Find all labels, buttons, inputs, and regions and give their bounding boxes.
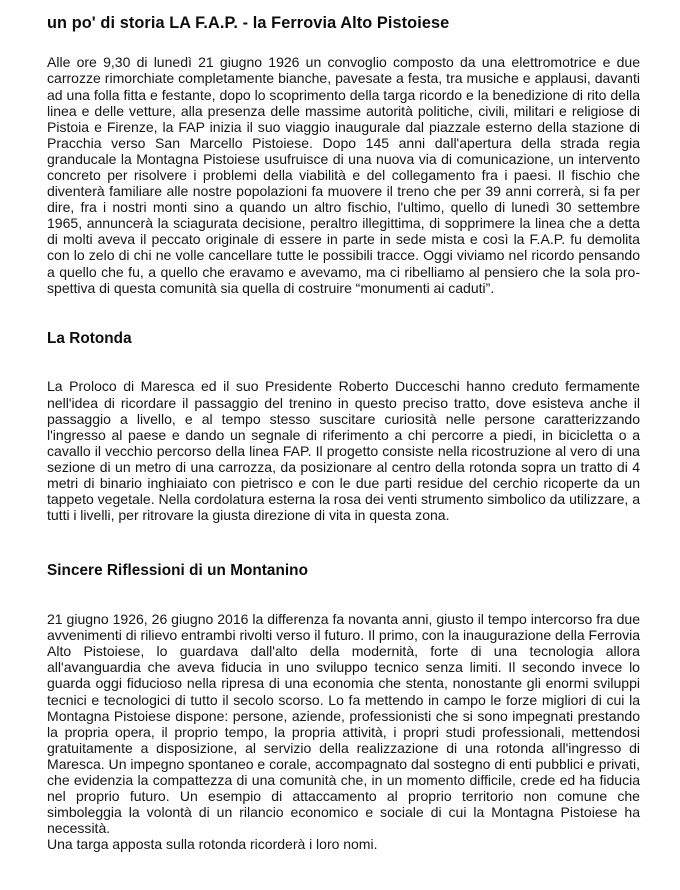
spacer-paragraph1-heading2 (47, 296, 640, 318)
paragraph-closing-line: Una targa apposta sulla rotonda ricorderà i loro nomi. (47, 836, 378, 853)
spacer-heading2-paragraph2 (47, 361, 640, 378)
section-heading-la-rotonda: La Rotonda (47, 330, 132, 348)
paragraph-storia: Alle ore 9,30 di lunedì 21 giugno 1926 un convoglio composto da una elettromotrice e due carrozze rimorchiate completamente bianche, pavesate a festa, tra musiche e applausi, davanti ad una folla fitta e festante, dopo lo scoprimento della targa ricordo e la benedizione di rito della linea e delle vetture, alla presenza delle massime autorità politiche, civili, militari e religiose di Pistoia e Firenze, la FAP inizia il suo viaggio inaugurale dal piazzale esterno della stazione di Pracchia verso San Marcello Pistoiese. Dopo 145 anni dall'apertura della strada regia granducale la Montagna Pistoiese usufruisce di una nuova via di comunicazione, un intervento concreto per risolvere i problemi della viabilità e del collegamento fra i paesi. Il fischio che diventerà familiare alle nostre popolazioni fa muovere il treno che per 39 anni correrà, si fa per dire, fra i nostri monti sino a quando un altro fischio, l'ultimo, quello di lunedì 30 settembre 1965, annuncerà la sciagurata decisione, peraltro illegittima, di sopprimere la linea che a detta di molti aveva il peccato originale di essere in parte in sede mista e così la F.A.P. fu demolita con lo zelo di chi ne volle cancellare tutte le possibili tracce. Oggi viviamo nel ricordo pensando a quello che fu, a quello che eravamo e avevamo, ma ci ribelliamo al pensiero che la sola prospettiva di questa comunità sia quella di costruire “monumenti ai caduti”. (47, 54, 640, 296)
section-heading-sincere-riflessioni: Sincere Riflessioni di un Montanino (47, 562, 308, 580)
page-title (47, 13, 640, 33)
spacer-title-paragraph1 (47, 33, 640, 54)
spacer-paragraph2-heading3 (47, 523, 640, 549)
spacer-heading3-paragraph3 (47, 593, 640, 611)
title-text: un po' di storia LA F.A.P. - la Ferrovia Alto Pistoiese (47, 14, 450, 32)
paragraph-sincere-riflessioni: 21 giugno 1926, 26 giugno 2016 la differenza fa novanta anni, giusto il tempo intercorso fra due avvenimenti di rilievo entrambi rivolti verso il futuro. Il primo, con la inaugurazione della Ferrovia Alto Pistoiese, lo guardava dall'alto della modernità, forte di una tecnologia allora all'avanguardia che aveva fiducia in uno sviluppo tecnico senza limiti. Il secondo invece lo guarda oggi fiducioso nella ripresa di una economia che stenta, nonostante gli enormi sviluppi tecnici e tecnologici di tutto il secolo scorso. Lo fa mettendo in campo le forze migliori di cui la Montagna Pistoiese dispone: persone, aziende, professionisti che si sono impegnati prestando la propria opera, il proprio tempo, la propria attività, i propri studi professionali, mettendosi gratuitamente a disposizione, al servizio della realizzazione di una rotonda all'ingresso di Maresca. Un impegno spontaneo e corale, accompagnato dal sostegno di enti pubblici e privati, che evidenzia la compattezza di una comunità che, in un momento difficile, crede ed ha fiducia nel proprio futuro. Un esempio di attaccamento al proprio territorio non comune che simboleggia la volontà di un rilancio economico e sociale di cui la Montagna Pistoiese ha necessità. (47, 611, 640, 837)
paragraph-la-rotonda: La Proloco di Maresca ed il suo Presidente Roberto Ducceschi hanno creduto fermamente nell'idea di ricordare il passaggio del trenino in questo preciso tratto, dove esisteva anche il passaggio a livello, e al tempo stesso suscitare curiosità nelle persone caratterizzando l'ingresso al paese e dando un segnale di riferimento a chi percorre a piedi, in bicicletta o a cavallo il vecchio percorso della linea FAP. Il progetto consiste nella ricostruzione al vero di una sezione di un metro di una carrozza, da posizionare al centro della rotonda sopra un tratto di 4 metri di binario inghiaiato con pietrisco e con le due parti residue del cerchio ricoperte da un tappeto vegetale. Nella cordolatura esterna la rosa dei venti strumento simbolico da utilizzare, a tutti i livelli, per ritrovare la giusta direzione di vita in questa zona. (47, 378, 640, 524)
